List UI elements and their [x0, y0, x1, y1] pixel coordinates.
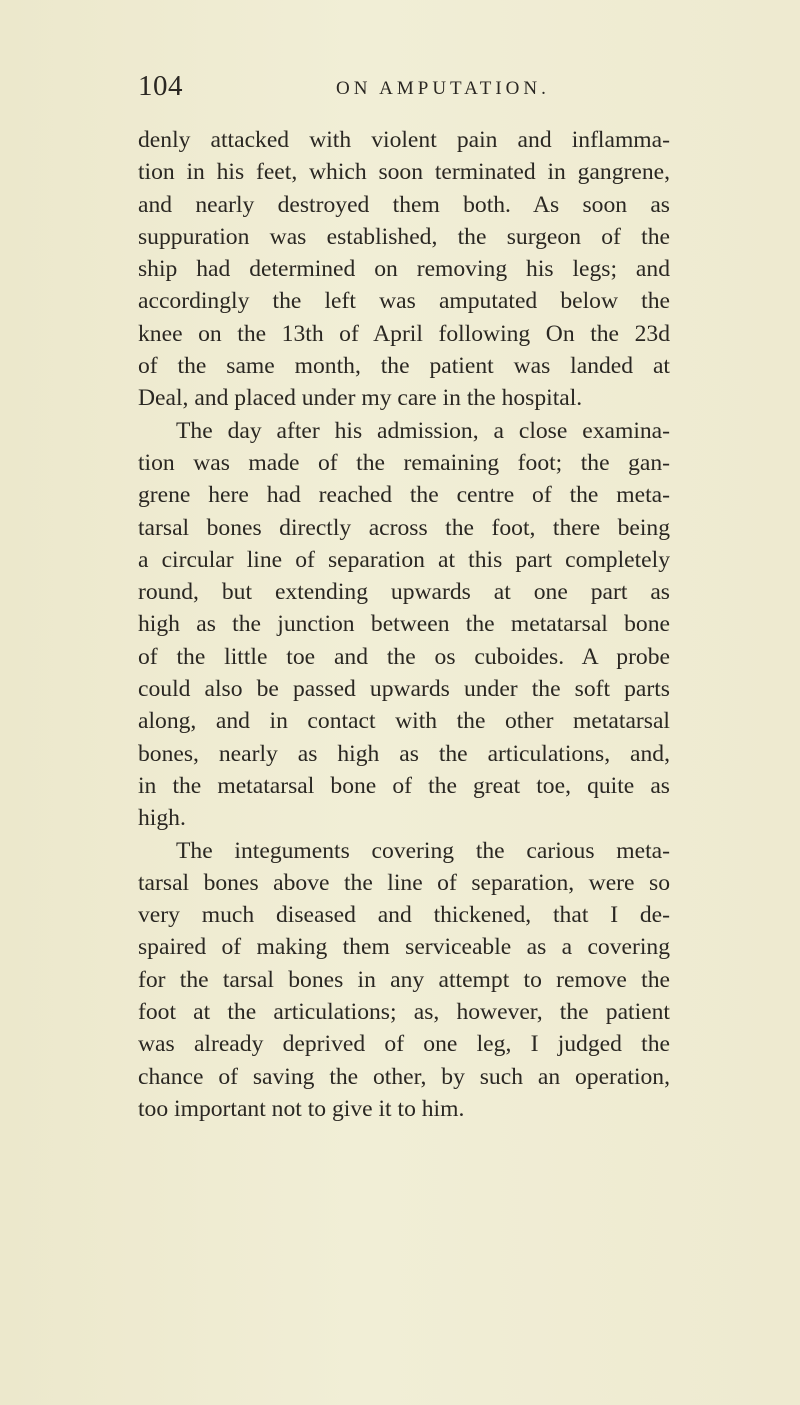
- text-line: suppuration was established, the surgeon of the: [138, 223, 670, 250]
- text-line: denly attacked with violent pain and inflamma-: [138, 127, 670, 153]
- text-line: in the metatarsal bone of the great toe, quite as: [138, 772, 670, 799]
- text-line: foot at the articulations; as, however, the patient: [138, 999, 670, 1026]
- text-line: Deal, and placed under my care in the hospital.: [138, 385, 583, 412]
- text-line: grene here had reached the centre of the meta-: [138, 482, 670, 509]
- body-text: [138, 124, 670, 1125]
- text-line: could also be passed upwards under the soft parts: [138, 676, 670, 703]
- text-line: very much diseased and thickened, that I de-: [138, 902, 670, 929]
- text-line: and nearly destroyed them both. As soon as: [138, 191, 670, 218]
- text-line: accordingly the left was amputated below the: [138, 288, 670, 315]
- text-line: The integuments covering the carious meta-: [176, 837, 670, 864]
- text-line: bones, nearly as high as the articulations, and,: [138, 740, 670, 767]
- text-line: spaired of making them serviceable as a covering: [138, 934, 670, 961]
- text-line: The day after his admission, a close examina-: [176, 417, 670, 444]
- text-line: of the same month, the patient was landed at: [138, 353, 670, 380]
- text-line: tarsal bones directly across the foot, there being: [138, 514, 670, 541]
- running-head: ON AMPUTATION.: [336, 78, 550, 99]
- text-line: round, but extending upwards at one part as: [138, 579, 670, 606]
- text-line: high.: [138, 805, 186, 832]
- text-line: for the tarsal bones in any attempt to remove the: [138, 966, 670, 993]
- text-line: of the little toe and the os cuboides. A probe: [138, 643, 670, 670]
- text-line: ship had determined on removing his legs; and: [138, 256, 670, 283]
- text-line: tarsal bones above the line of separation, were so: [138, 869, 670, 896]
- text-line: high as the junction between the metatarsal bone: [138, 611, 670, 638]
- text-line: a circular line of separation at this part completely: [138, 546, 670, 573]
- text-line: was already deprived of one leg, I judged the: [138, 1031, 670, 1058]
- page-header: [138, 66, 778, 106]
- text-line: tion was made of the remaining foot; the gan-: [138, 449, 670, 476]
- text-line: knee on the 13th of April following On the 23d: [138, 320, 670, 347]
- text-line: along, and in contact with the other metatarsal: [138, 708, 670, 735]
- text-line: tion in his feet, which soon terminated in gangrene,: [138, 159, 670, 186]
- page-number: 104: [138, 70, 183, 102]
- text-line: too important not to give it to him.: [138, 1095, 465, 1122]
- text-line: chance of saving the other, by such an operation,: [138, 1063, 670, 1090]
